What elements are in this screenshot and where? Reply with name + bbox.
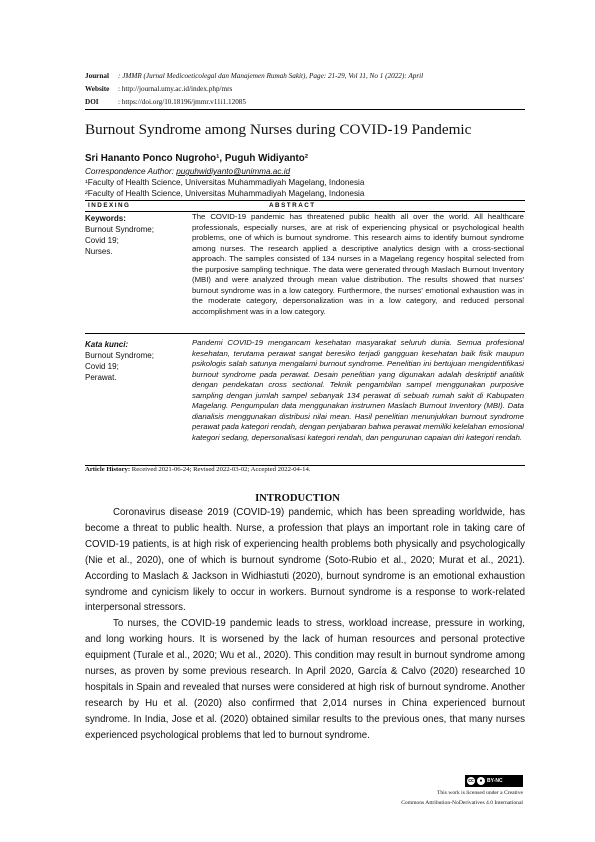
journal-value: : JMMR (Jurnal Medicoeticolegal dan Manajemen Rumah Sakit), Page: 21-29, Vol 11, No 1 (2022): April <box>118 72 424 80</box>
correspondence-author <box>85 167 290 176</box>
abstract-indonesian: Pandemi COVID-19 mengancam kesehatan masyarakat seluruh dunia. Semua profesional kesehatan, terutama perawat sangat beresiko terjadi gangguan kesehatan baik fisik maupun psikologis salah satunya mengalami burnout syndrome. Penelitian ini bertujuan mengidentifikasi burnout syndrome pada perawat. Desain penelitian yang digunakan adalah deskriptif analitik dengan pendekatan cross sectional. Teknik pengambilan sampel menggunakan purposive sampling dengan jumlah sampel sebanyak 134 perawat di sebuah rumah sakit di Kabupaten Magelang. Pengumpulan data menggunakan instrumen Maslach Burnout Inventory (MBI). Data dianalisis menggunakan distribusi nilai mean. Hasil penelitian menunjukkan burnout syndrome perawat pada kategori rendah, dengan penjabaran bahwa perawat memiliki kelelahan emosional kategori sedang, depersonalisasi kategori rendah, dan pengurunan capaian diri kategori rendah. <box>192 338 524 442</box>
abstract-divider <box>85 333 525 334</box>
license-line-2: Commons Attribution-NoDerivatives 4.0 International <box>401 800 523 806</box>
journal-row <box>85 70 423 83</box>
correspondence-label: Correspondence Author: <box>85 167 177 176</box>
website-link[interactable]: : http://journal.umy.ac.id/index.php/mrs <box>118 85 233 93</box>
kata-kunci-heading: Kata kunci: <box>85 340 129 349</box>
history-label: Article History: <box>85 466 131 473</box>
keywords-heading: Keywords: <box>85 214 126 223</box>
person-icon: ● <box>477 777 485 785</box>
website-label: Website <box>85 85 110 93</box>
intro-paragraph-1: Coronavirus disease 2019 (COVID-19) pandemic, which has been spreading worldwide, has become a threat to public health. Nurse, a profession that plays an important role in taking care of COVID-19 patients, is at high risk of experiencing health problems both physically and psychologically (Nie et al., 2020), one of which is burnout syndrome (Soto-Rubio et al., 2020; Murat et al., 2021). According to Maslach & Jackson in Widhiastuti (2020), burnout syndrome is an emotional exhaustion syndrome and cynicism likely to occur in workers. Burnout syndrome is a response to work-related interpersonal stressors. <box>85 507 525 614</box>
cc-icon: cc <box>468 778 474 784</box>
introduction-body <box>85 505 525 744</box>
journal-metadata <box>85 70 423 109</box>
indexing-heading: INDEXING <box>88 202 131 209</box>
license-line-1: This work is licensed under a Creative <box>436 790 523 796</box>
doi-link[interactable]: : https://doi.org/10.18196/jmmr.v11i1.12085 <box>118 98 246 106</box>
author-list: Sri Hananto Ponco Nugroho¹, Puguh Widiyanto² <box>85 153 309 164</box>
creative-commons-badge[interactable] <box>465 775 523 787</box>
article-title: Burnout Syndrome among Nurses during COVID-19 Pandemic <box>85 121 472 138</box>
keyword-item: Covid 19; <box>85 236 119 245</box>
affiliation-1: ¹Faculty of Health Science, Universitas Muhammadiyah Magelang, Indonesia <box>85 178 365 187</box>
journal-label: Journal <box>85 72 109 80</box>
keywords-en <box>85 213 185 257</box>
doi-label: DOI <box>85 98 99 106</box>
keyword-item: Burnout Syndrome; <box>85 351 154 360</box>
keyword-item: Perawat. <box>85 373 117 382</box>
header-divider <box>85 109 525 110</box>
correspondence-email[interactable]: puguhwidiyanto@unimma.ac.id <box>176 167 291 176</box>
keyword-item: Burnout Syndrome; <box>85 225 154 234</box>
intro-paragraph-2: To nurses, the COVID-19 pandemic leads to stress, workload increase, pressure in working, and long working hours. It is worsened by the lack of human resources and personal protective equipment (Turale et al., 2020; Wu et al., 2020). This condition may result in burnout syndrome among nurses, as proven by some previous research. In April 2020, García & Calvo (2020) researched 10 hospitals in Spain and revealed that nurses were considered at high risk of burnout syndrome. Another research by Hu et al. (2020) also confirmed that 2,014 nurses in China experienced burnout syndrome. In India, Jose et al. (2020) obtained similar results to the previous ones, that many nurses experienced psychological problems that led to burnout syndrome. <box>85 618 525 741</box>
history-dates: Received 2021-06-24; Revised 2022-03-02; Accepted 2022-04-14. <box>130 466 311 473</box>
article-history <box>85 466 310 473</box>
introduction-heading: INTRODUCTION <box>255 493 340 504</box>
affiliation-2: ²Faculty of Health Science, Universitas Muhammadiyah Magelang, Indonesia <box>85 189 365 198</box>
cc-badge-label: BY-NC <box>487 778 503 784</box>
keyword-item: Covid 19; <box>85 362 119 371</box>
abstract-heading: ABSTRACT <box>269 202 316 209</box>
doi-row <box>85 96 423 109</box>
info-bar <box>85 200 525 212</box>
abstract-english: The COVID-19 pandemic has threatened public health all over the world. All healthcare professionals, especially nurses, are at risk of experiencing physical or psychological health problems, one of which is burnout syndrome. This research aims to identify burnout syndrome among nurses. The research applied a descriptive analytics design with a cross-sectional approach. The samples consisted of 134 nurses in a Magelang regency hospital selected from the purposive sampling technique. The data were generated through Maslach Burnout Inventory (MBI) and were analyzed through mean value distribution. The results showed that nurses' burnout syndrome was in a low category. Furthermore, the nurses' emotional exhaustion was in the moderate category, depersonalization was in a low category, and reduced personal accomplishment was in a low category. <box>192 212 524 316</box>
keywords-id <box>85 339 185 383</box>
website-row <box>85 83 423 96</box>
keyword-item: Nurses. <box>85 247 113 256</box>
